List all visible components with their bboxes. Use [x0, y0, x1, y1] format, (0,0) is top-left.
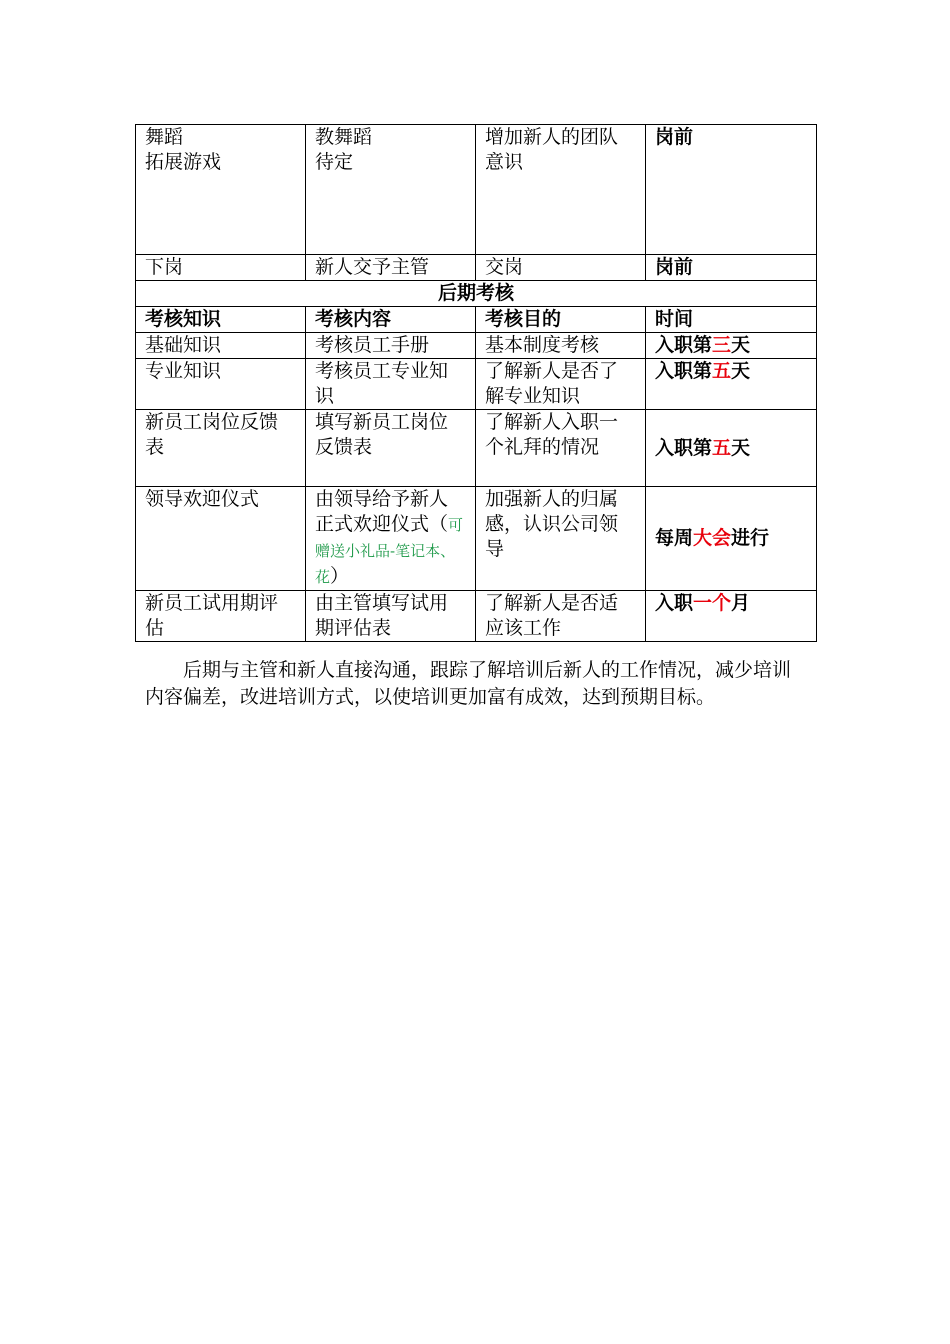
column-header: 考核内容	[306, 307, 476, 333]
table-cell: 基本制度考核	[476, 333, 646, 359]
table-cell: 了解新人是否适应该工作	[476, 591, 646, 642]
table-cell: 新员工岗位反馈表	[136, 410, 306, 487]
table-cell: 领导欢迎仪式	[136, 487, 306, 591]
time-text: 月	[731, 592, 751, 614]
table-cell: 新人交予主管	[306, 255, 476, 281]
note-paren: （	[429, 513, 449, 535]
table-cell: 填写新员工岗位反馈表	[306, 410, 476, 487]
cell-line: 舞蹈	[145, 126, 184, 148]
time-text: 天	[731, 334, 751, 356]
time-text: 每周	[655, 527, 694, 549]
time-highlight: 三	[712, 334, 732, 356]
table-row	[136, 125, 817, 255]
time-text: 天	[731, 436, 751, 459]
time-highlight: 五	[712, 360, 732, 382]
time-cell	[646, 359, 817, 410]
table-row	[136, 333, 817, 359]
time-text: 入职第	[655, 334, 713, 356]
table-cell	[136, 125, 306, 255]
table-cell: 了解新人是否了解专业知识	[476, 359, 646, 410]
table-cell: 由主管填写试用期评估表	[306, 591, 476, 642]
table-row	[136, 487, 817, 591]
time-text: 入职	[655, 592, 694, 614]
section-title: 后期考核	[136, 281, 817, 307]
cell-line: 拓展游戏	[145, 151, 222, 173]
table-cell: 交岗	[476, 255, 646, 281]
cell-line: 待定	[315, 151, 354, 173]
header-row	[136, 307, 817, 333]
table-cell: 考核员工专业知识	[306, 359, 476, 410]
table-row	[136, 410, 817, 487]
time-cell	[646, 333, 817, 359]
time-highlight: 大会	[693, 527, 732, 549]
summary-paragraph: 后期与主管和新人直接沟通，跟踪了解培训后新人的工作情况，减少培训内容偏差，改进培训方式，以使培训更加富有成效，达到预期目标。	[145, 659, 792, 708]
table-row	[136, 591, 817, 642]
note-paren: ）	[330, 565, 350, 587]
table-cell	[306, 125, 476, 255]
section-row	[136, 281, 817, 307]
cell-text: 由领导给予新人正式欢迎仪式	[315, 488, 449, 535]
table-row	[136, 359, 817, 410]
column-header: 考核知识	[136, 307, 306, 333]
table-cell: 加强新人的归属感，认识公司领导	[476, 487, 646, 591]
time-text: 入职第	[655, 360, 713, 382]
time-text: 进行	[731, 527, 770, 549]
time-text: 入职第	[655, 436, 713, 459]
table-cell: 岗前	[646, 255, 817, 281]
column-header: 时间	[646, 307, 817, 333]
table-cell: 基础知识	[136, 333, 306, 359]
table-row	[136, 255, 817, 281]
time-text: 天	[731, 360, 751, 382]
table-cell: 岗前	[646, 125, 817, 255]
table-cell	[306, 487, 476, 591]
cell-line: 教舞蹈	[315, 126, 373, 148]
table-cell: 专业知识	[136, 359, 306, 410]
time-highlight: 一个	[693, 592, 732, 614]
time-cell	[646, 591, 817, 642]
table-cell: 下岗	[136, 255, 306, 281]
time-cell	[646, 410, 817, 487]
column-header: 考核目的	[476, 307, 646, 333]
gift-note: 可赠送小礼品-笔记本、花	[315, 516, 464, 586]
table-cell: 增加新人的团队意识	[476, 125, 646, 255]
training-table	[135, 124, 817, 642]
table-cell: 了解新人入职一个礼拜的情况	[476, 410, 646, 487]
time-highlight: 五	[712, 436, 732, 459]
time-cell	[646, 487, 817, 591]
table-cell: 考核员工手册	[306, 333, 476, 359]
table-cell: 新员工试用期评估	[136, 591, 306, 642]
